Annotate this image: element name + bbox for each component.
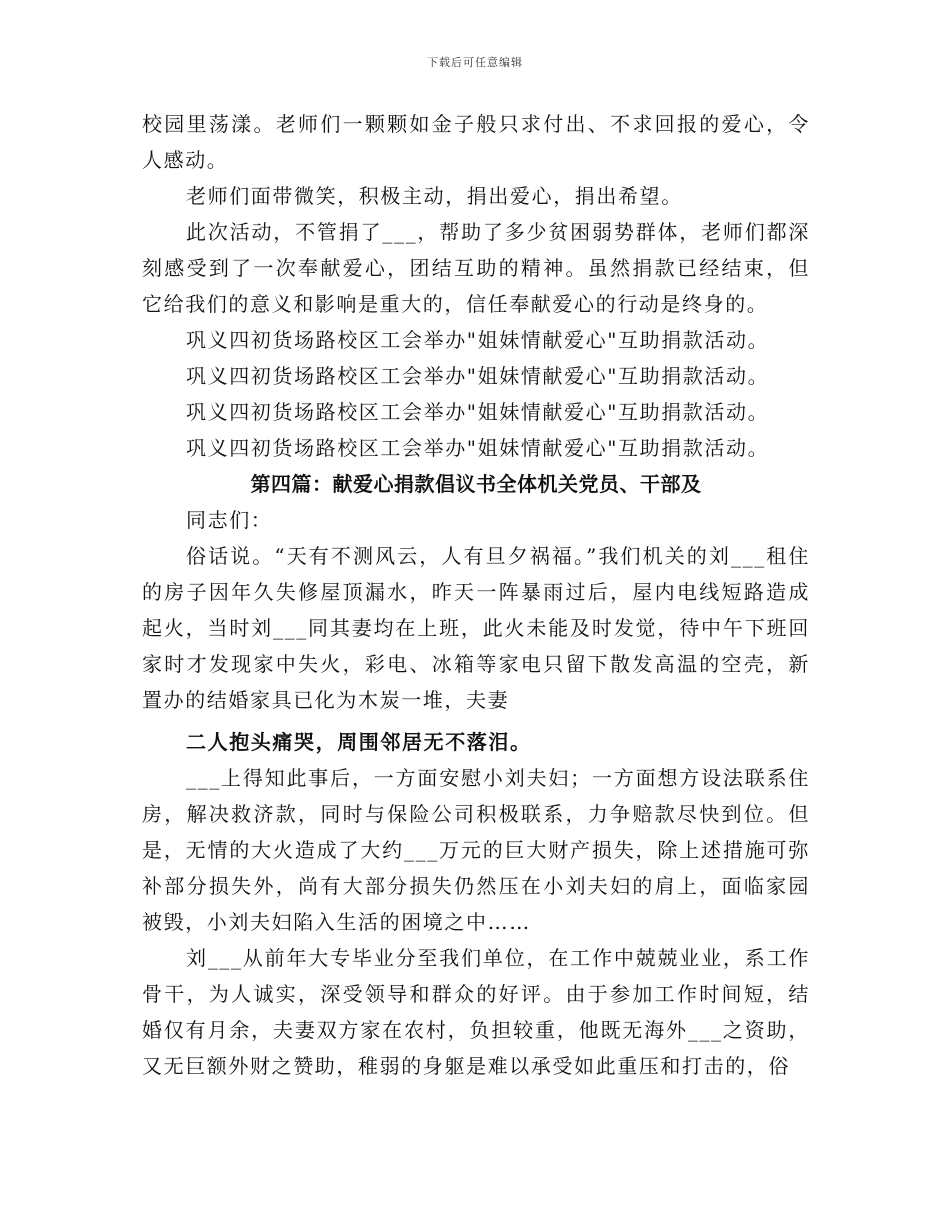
paragraph-3: 此次活动，不管捐了___，帮助了多少贫困弱势群体，老师们都深刻感受到了一次奉献爱心，团结互助的精神。虽然捐款已经结束，但它给我们的意义和影响是重大的，信任奉献爱心的行动是终身的。: [142, 220, 810, 316]
paragraph-7: 巩义四初货场路校区工会举办"姐妹情献爱心"互助捐款活动。: [186, 436, 770, 460]
paragraph-10: 刘___从前年大专毕业分至我们单位，在工作中兢兢业业，系工作骨干，为人诚实，深受领导和群众的好评。由于参加工作时间短，结婚仅有月余，夫妻双方家在农村，负担较重，他既无海外___之资助，又无巨额外财之赞助，稚弱的身躯是难以承受如此重压和打击的，俗: [142, 946, 810, 1078]
document-body: [142, 106, 810, 1084]
paragraph-9: ___上得知此事后，一方面安慰小刘夫妇；一方面想方设法联系住房，解决救济款，同时与保险公司积极联系，力争赔款尽快到位。但是，无情的大火造成了大约___万元的巨大财产损失，除上述措施可弥补部分损失外，尚有大部分损失仍然压在小刘夫妇的肩上，面临家园被毁，小刘夫妇陷入生活的困境之中……: [142, 766, 810, 934]
paragraph-8: 俗话说。“天有不测风云，人有旦夕祸福。”我们机关的刘___租住的房子因年久失修屋顶漏水，昨天一阵暴雨过后，屋内电线短路造成起火，当时刘___同其妻均在上班，此火未能及时发觉，待中午下班回家时才发现家中失火，彩电、冰箱等家电只留下散发高温的空壳，新置办的结婚家具已化为木炭一堆，夫妻: [142, 544, 810, 712]
paragraph-6: 巩义四初货场路校区工会举办"姐妹情献爱心"互助捐款活动。: [186, 400, 770, 424]
paragraph-2: 老师们面带微笑，积极主动，捐出爱心，捐出希望。: [186, 184, 683, 208]
section-heading: 第四篇：献爱心捐款倡议书全体机关党员、干部及: [250, 472, 702, 496]
page-header: 下载后可任意编辑: [427, 56, 523, 69]
paragraph-4: 巩义四初货场路校区工会举办"姐妹情献爱心"互助捐款活动。: [186, 328, 770, 352]
bold-line: 二人抱头痛哭，周围邻居无不落泪。: [186, 730, 532, 754]
salutation: 同志们：: [186, 508, 273, 532]
paragraph-1: 校园里荡漾。老师们一颗颗如金子般只求付出、不求回报的爱心，令人感动。: [142, 112, 810, 172]
paragraph-5: 巩义四初货场路校区工会举办"姐妹情献爱心"互助捐款活动。: [186, 364, 770, 388]
